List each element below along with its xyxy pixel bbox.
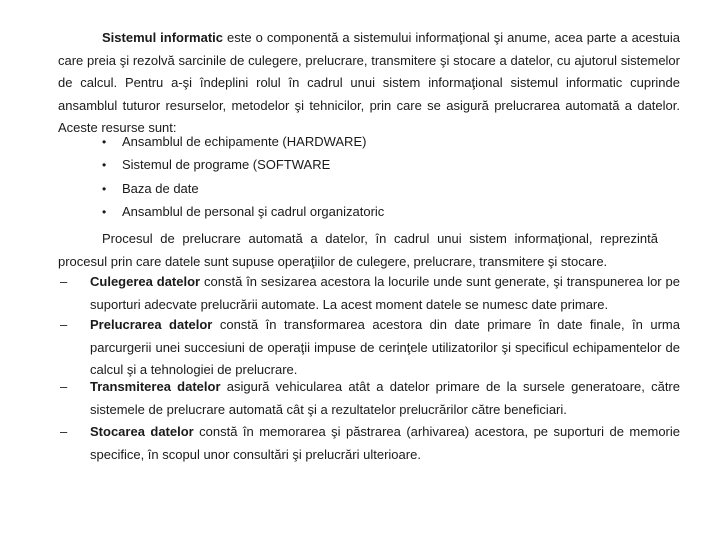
intro-term: Sistemul informatic <box>102 30 224 45</box>
bullet-icon: • <box>102 135 107 149</box>
bullet-icon: • <box>102 204 107 219</box>
operation-item-prelucrare <box>60 314 680 382</box>
list-item-text: Sistemul de programe (SOFTWARE <box>122 157 331 173</box>
dash-icon: – <box>60 424 68 439</box>
operation-description: constă în memorarea şi păstrarea (arhivarea) acestora, pe suporturi de memorie specifice, în scopul unor consultări şi prelucrări ulterioare. <box>90 424 680 462</box>
operation-text <box>90 376 680 421</box>
operation-text <box>90 314 680 382</box>
list-item-text: Ansamblul de personal şi cadrul organizatoric <box>122 203 385 219</box>
operation-description: constă în transformarea acestora din date primare în date finale, în urma parcurgerii unei succesiuni de operaţii impuse de cerinţele utilizatorilor şi specificul echipamentelor de calcul şi a tehnologiei de prelucrare. <box>90 317 680 377</box>
list-item <box>102 154 384 177</box>
operation-term: Stocarea datelor <box>90 424 194 439</box>
intro-paragraph <box>58 27 680 140</box>
operation-text <box>90 271 680 316</box>
list-item <box>102 178 384 201</box>
dash-icon: – <box>60 379 68 394</box>
list-item-text: Baza de date <box>122 180 199 196</box>
dash-icon: – <box>60 317 68 332</box>
operation-text <box>90 421 680 466</box>
operation-item-stocare <box>60 421 680 466</box>
dash-icon: – <box>60 274 68 289</box>
bullet-icon: • <box>102 181 107 196</box>
operation-description: constă în sesizarea acestora la locurile unde sunt generate, şi transpunerea lor pe suporturi adecvate prelucrării automate. La acest moment datele se numesc date primare. <box>90 274 680 312</box>
list-item-text: Ansamblul de echipamente (HARDWARE) <box>122 134 367 149</box>
operation-item-transmitere <box>60 376 680 421</box>
operation-term: Transmiterea datelor <box>90 379 221 394</box>
resources-list <box>102 131 384 224</box>
list-item <box>102 131 384 154</box>
intro-text: este o componentă a sistemului informaţional şi anume, acea parte a acestuia care preia şi rezolvă sarcinile de culegere, prelucrare, transmitere şi stocare a datelor, cu ajutorul sistemelor de calcul. Pentru a-şi îndeplini rolul în cadrul unui sistem informaţional sistemul informatic cuprinde ansamblul tuturor resurselor, metodelor şi tehnicilor, prin care se asigură prelucrarea automată a datelor. Aceste resurse sunt: <box>58 30 680 135</box>
operation-description: asigură vehicularea atât a datelor primare de la sursele generatoare, către sistemele de prelucrare automată cât şi a rezultatelor prelucrărilor către beneficiari. <box>90 379 680 417</box>
process-paragraph: Procesul de prelucrare automată a datelor, în cadrul unui sistem informaţional, reprezintă procesul prin care datele sunt supuse operaţiilor de culegere, prelucrare, transmitere şi stocare. <box>58 231 658 269</box>
list-item <box>102 201 384 224</box>
operation-item-culegere <box>60 271 680 316</box>
operation-term: Culegerea datelor <box>90 274 201 289</box>
operation-term: Prelucrarea datelor <box>90 317 213 332</box>
bullet-icon: • <box>102 158 107 173</box>
